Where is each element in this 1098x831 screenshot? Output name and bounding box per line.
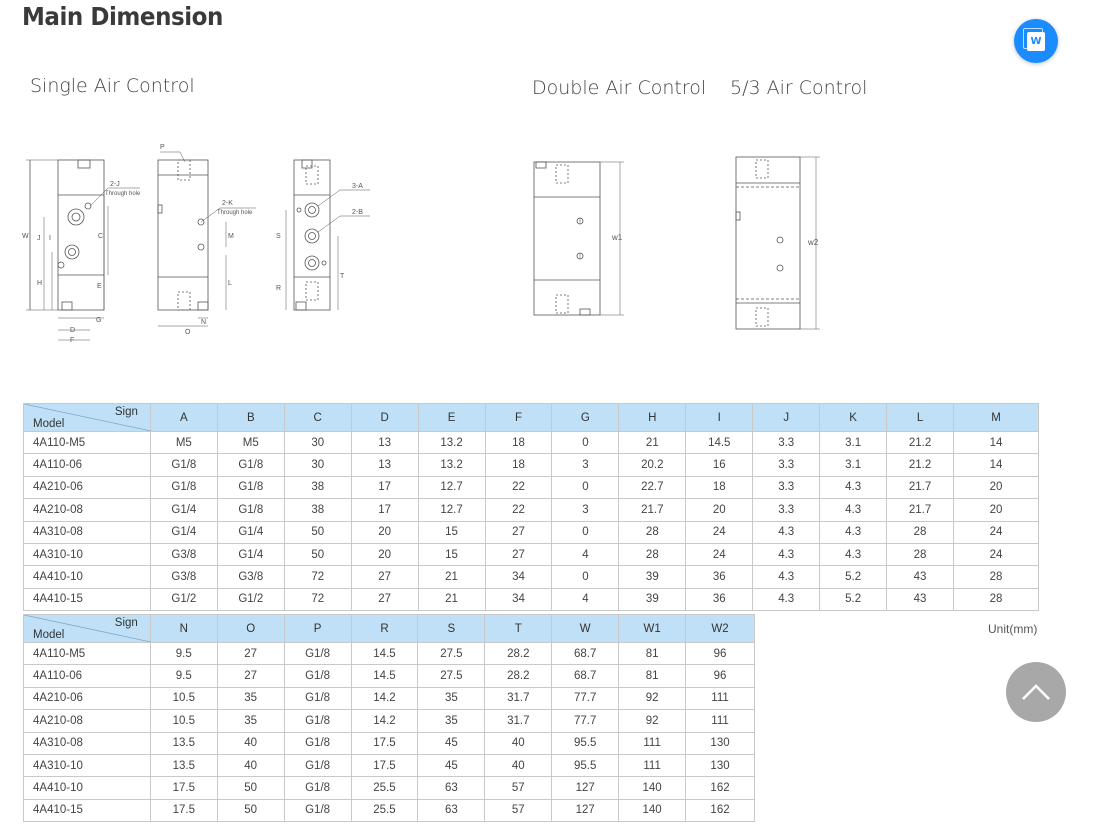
value-cell: 140 <box>619 799 686 821</box>
value-cell: 20 <box>954 476 1039 498</box>
dim-d-label: D <box>70 327 76 334</box>
port-2j-label: 2-J <box>110 181 120 188</box>
value-cell: 22.7 <box>619 476 686 498</box>
value-cell: G1/8 <box>284 687 351 709</box>
value-cell: G1/8 <box>217 454 284 476</box>
value-cell: 50 <box>217 777 284 799</box>
value-cell: 3 <box>552 499 619 521</box>
value-cell: 50 <box>284 543 351 565</box>
value-cell: 4.3 <box>820 543 887 565</box>
value-cell: 50 <box>217 799 284 821</box>
value-cell: 28.2 <box>485 643 552 665</box>
value-cell: G1/8 <box>284 643 351 665</box>
through-hole-label-1: Through hole <box>105 191 141 197</box>
table-2-header-o: O <box>217 615 284 643</box>
value-cell: 50 <box>284 521 351 543</box>
corner-model-label: Model <box>33 418 65 430</box>
value-cell: 35 <box>217 687 284 709</box>
value-cell: 31.7 <box>485 710 552 732</box>
table-row <box>24 499 1039 521</box>
value-cell: 14.2 <box>351 687 418 709</box>
value-cell: 28 <box>619 543 686 565</box>
value-cell: 40 <box>485 754 552 776</box>
value-cell: G1/4 <box>150 521 217 543</box>
table-row <box>24 521 1039 543</box>
value-cell: 130 <box>686 754 755 776</box>
dim-s-label: S <box>276 233 281 240</box>
table-1-header-j: J <box>753 404 820 432</box>
table-row <box>24 643 755 665</box>
value-cell: 14.5 <box>351 665 418 687</box>
dim-e-label: E <box>97 283 102 290</box>
value-cell: G1/8 <box>217 499 284 521</box>
dim-i-label: I <box>49 235 51 242</box>
value-cell: 24 <box>686 543 753 565</box>
valve-dimension-drawings <box>0 130 1098 350</box>
table-row <box>24 566 1039 588</box>
value-cell: 21.2 <box>887 454 954 476</box>
value-cell: 31.7 <box>485 687 552 709</box>
model-cell: 4A210-08 <box>24 499 151 521</box>
value-cell: 72 <box>284 566 351 588</box>
table-1-header-h: H <box>619 404 686 432</box>
value-cell: G1/8 <box>284 710 351 732</box>
chevron-up-icon <box>1021 683 1051 701</box>
table-1-header-a: A <box>150 404 217 432</box>
value-cell: 30 <box>284 454 351 476</box>
value-cell: 4 <box>552 543 619 565</box>
table-1-header-g: G <box>552 404 619 432</box>
model-cell: 4A410-10 <box>24 566 151 588</box>
value-cell: G3/8 <box>217 566 284 588</box>
value-cell: 34 <box>485 566 552 588</box>
value-cell: 63 <box>418 799 485 821</box>
value-cell: 27 <box>485 543 552 565</box>
value-cell: 4.3 <box>753 521 820 543</box>
through-hole-label-2: Through hole <box>217 210 253 216</box>
model-cell: 4A210-06 <box>24 476 151 498</box>
dim-h-label: H <box>37 280 43 287</box>
table-1-header-e: E <box>418 404 485 432</box>
value-cell: 5.2 <box>820 588 887 610</box>
value-cell: 20 <box>351 521 418 543</box>
table-row <box>24 754 755 776</box>
dim-w1-label: w1 <box>612 233 623 242</box>
value-cell: 25.5 <box>351 777 418 799</box>
value-cell: 15 <box>418 543 485 565</box>
table-2-header-p: P <box>284 615 351 643</box>
table-1-header-m: M <box>954 404 1039 432</box>
port-3a-label: 3-A <box>352 183 363 190</box>
value-cell: 36 <box>686 588 753 610</box>
value-cell: 38 <box>284 499 351 521</box>
table-row <box>24 732 755 754</box>
dimension-table-2 <box>23 614 755 822</box>
dim-p-label: P <box>160 144 165 151</box>
value-cell: 17.5 <box>150 799 217 821</box>
value-cell: 35 <box>418 710 485 732</box>
value-cell: 57 <box>485 777 552 799</box>
value-cell: 72 <box>284 588 351 610</box>
value-cell: 27 <box>351 588 418 610</box>
port-2k-label: 2-K <box>222 200 233 207</box>
value-cell: 27 <box>217 643 284 665</box>
value-cell: G3/8 <box>150 543 217 565</box>
value-cell: 21.2 <box>887 432 954 454</box>
value-cell: 21 <box>418 588 485 610</box>
value-cell: G3/8 <box>150 566 217 588</box>
value-cell: 9.5 <box>150 643 217 665</box>
value-cell: 3.3 <box>753 499 820 521</box>
value-cell: 3 <box>552 454 619 476</box>
value-cell: G1/8 <box>284 732 351 754</box>
value-cell: G1/8 <box>150 476 217 498</box>
table-2-body <box>24 643 755 822</box>
value-cell: 21.7 <box>887 476 954 498</box>
section-double-label: Double Air Control <box>532 77 707 99</box>
value-cell: G1/8 <box>284 754 351 776</box>
value-cell: 22 <box>485 499 552 521</box>
value-cell: 10.5 <box>150 710 217 732</box>
value-cell: 92 <box>619 687 686 709</box>
model-cell: 4A110-06 <box>24 665 151 687</box>
value-cell: 17.5 <box>150 777 217 799</box>
table-2-header-w1: W1 <box>619 615 686 643</box>
value-cell: 81 <box>619 665 686 687</box>
value-cell: 3.3 <box>753 454 820 476</box>
value-cell: 5.2 <box>820 566 887 588</box>
table-row <box>24 777 755 799</box>
value-cell: 30 <box>284 432 351 454</box>
value-cell: 40 <box>217 732 284 754</box>
value-cell: G1/8 <box>217 476 284 498</box>
value-cell: 17.5 <box>351 754 418 776</box>
value-cell: 14.5 <box>686 432 753 454</box>
dim-f-label: F <box>70 337 75 344</box>
table-row <box>24 543 1039 565</box>
value-cell: 20.2 <box>619 454 686 476</box>
table-row <box>24 710 755 732</box>
value-cell: G1/2 <box>217 588 284 610</box>
double-air-control-view <box>534 162 624 315</box>
model-cell: 4A110-M5 <box>24 432 151 454</box>
table-2-header-t: T <box>485 615 552 643</box>
value-cell: 13 <box>351 454 418 476</box>
value-cell: 4.3 <box>753 543 820 565</box>
value-cell: 15 <box>418 521 485 543</box>
value-cell: 21.7 <box>887 499 954 521</box>
single-back-view <box>276 160 370 310</box>
dim-j-label: J <box>37 235 41 242</box>
table-2-header-row <box>24 615 755 643</box>
model-cell: 4A310-10 <box>24 754 151 776</box>
value-cell: 4.3 <box>820 499 887 521</box>
table-1-header-row <box>24 404 1039 432</box>
value-cell: 27 <box>217 665 284 687</box>
single-front-view <box>22 160 141 344</box>
value-cell: 25.5 <box>351 799 418 821</box>
corner-sign-label: Sign <box>114 406 138 418</box>
value-cell: 57 <box>485 799 552 821</box>
value-cell: 24 <box>686 521 753 543</box>
value-cell: 40 <box>217 754 284 776</box>
dimension-table-1 <box>23 403 1039 611</box>
value-cell: 96 <box>686 665 755 687</box>
table-2-header-w2: W2 <box>686 615 755 643</box>
value-cell: 35 <box>418 687 485 709</box>
value-cell: 27 <box>351 566 418 588</box>
value-cell: 95.5 <box>552 732 619 754</box>
five-three-air-control-view <box>736 157 820 329</box>
value-cell: G1/8 <box>150 454 217 476</box>
value-cell: 34 <box>485 588 552 610</box>
value-cell: 4.3 <box>820 476 887 498</box>
table-row <box>24 799 755 821</box>
table-1-body <box>24 432 1039 611</box>
dim-m-label: M <box>228 233 234 240</box>
port-2b-label: 2-B <box>352 209 363 216</box>
value-cell: 13.5 <box>150 754 217 776</box>
value-cell: 20 <box>954 499 1039 521</box>
value-cell: 12.7 <box>418 499 485 521</box>
value-cell: 14 <box>954 432 1039 454</box>
value-cell: 127 <box>552 799 619 821</box>
table-2-corner-cell <box>24 615 151 643</box>
value-cell: G1/8 <box>284 777 351 799</box>
value-cell: 24 <box>954 543 1039 565</box>
dim-c-label: C <box>98 233 104 240</box>
value-cell: G1/8 <box>284 665 351 687</box>
value-cell: 21 <box>418 566 485 588</box>
value-cell: G1/4 <box>150 499 217 521</box>
value-cell: 28.2 <box>485 665 552 687</box>
value-cell: 28 <box>954 566 1039 588</box>
value-cell: 21 <box>619 432 686 454</box>
table-1-header-b: B <box>217 404 284 432</box>
value-cell: 45 <box>418 732 485 754</box>
value-cell: 96 <box>686 643 755 665</box>
value-cell: G1/4 <box>217 521 284 543</box>
value-cell: 4.3 <box>753 566 820 588</box>
value-cell: 14.5 <box>351 643 418 665</box>
value-cell: 111 <box>686 687 755 709</box>
word-document-icon: W <box>1027 32 1045 51</box>
dim-w2-label: w2 <box>808 238 819 247</box>
table-row <box>24 687 755 709</box>
value-cell: 140 <box>619 777 686 799</box>
value-cell: 20 <box>686 499 753 521</box>
dim-o-label: O <box>185 329 191 336</box>
model-cell: 4A110-M5 <box>24 643 151 665</box>
value-cell: G1/8 <box>284 799 351 821</box>
value-cell: 13 <box>351 432 418 454</box>
value-cell: 43 <box>887 566 954 588</box>
table-row <box>24 588 1039 610</box>
unit-label: Unit(mm) <box>988 622 1038 636</box>
value-cell: 22 <box>485 476 552 498</box>
table-2-header-w: W <box>552 615 619 643</box>
value-cell: 39 <box>619 566 686 588</box>
model-cell: 4A310-08 <box>24 521 151 543</box>
value-cell: 68.7 <box>552 643 619 665</box>
value-cell: 4 <box>552 588 619 610</box>
value-cell: M5 <box>150 432 217 454</box>
value-cell: 111 <box>619 732 686 754</box>
value-cell: 40 <box>485 732 552 754</box>
table-1-header-i: I <box>686 404 753 432</box>
value-cell: 20 <box>351 543 418 565</box>
value-cell: 27 <box>485 521 552 543</box>
value-cell: 3.3 <box>753 476 820 498</box>
model-cell: 4A210-06 <box>24 687 151 709</box>
model-cell: 4A110-06 <box>24 454 151 476</box>
value-cell: 10.5 <box>150 687 217 709</box>
word-export-button[interactable] <box>1014 19 1058 63</box>
model-cell: 4A310-08 <box>24 732 151 754</box>
value-cell: 81 <box>619 643 686 665</box>
value-cell: 14.2 <box>351 710 418 732</box>
value-cell: M5 <box>217 432 284 454</box>
value-cell: 28 <box>954 588 1039 610</box>
table-1-header-k: K <box>820 404 887 432</box>
value-cell: 38 <box>284 476 351 498</box>
model-cell: 4A310-10 <box>24 543 151 565</box>
model-cell: 4A410-10 <box>24 777 151 799</box>
dim-w-label: W <box>22 233 29 240</box>
table-2-header-r: R <box>351 615 418 643</box>
value-cell: 111 <box>686 710 755 732</box>
value-cell: 17 <box>351 499 418 521</box>
dim-g-label: G <box>96 317 102 324</box>
model-cell: 4A410-15 <box>24 588 151 610</box>
dim-t-label: T <box>340 273 345 280</box>
value-cell: 28 <box>887 543 954 565</box>
value-cell: 127 <box>552 777 619 799</box>
value-cell: 39 <box>619 588 686 610</box>
value-cell: 18 <box>485 454 552 476</box>
table-row <box>24 432 1039 454</box>
value-cell: 130 <box>686 732 755 754</box>
table-2-header-s: S <box>418 615 485 643</box>
value-cell: 77.7 <box>552 687 619 709</box>
value-cell: G1/2 <box>150 588 217 610</box>
value-cell: 27.5 <box>418 643 485 665</box>
value-cell: 63 <box>418 777 485 799</box>
value-cell: 24 <box>954 521 1039 543</box>
value-cell: 27.5 <box>418 665 485 687</box>
value-cell: 68.7 <box>552 665 619 687</box>
single-side-view <box>158 144 256 336</box>
table-row <box>24 476 1039 498</box>
scroll-to-top-button[interactable] <box>1006 662 1066 722</box>
value-cell: 17 <box>351 476 418 498</box>
table-row <box>24 454 1039 476</box>
corner-sign-label: Sign <box>114 617 138 629</box>
value-cell: 21.7 <box>619 499 686 521</box>
value-cell: 35 <box>217 710 284 732</box>
table-2-header-n: N <box>150 615 217 643</box>
corner-model-label: Model <box>33 629 65 641</box>
value-cell: 18 <box>686 476 753 498</box>
value-cell: 162 <box>686 799 755 821</box>
value-cell: 0 <box>552 476 619 498</box>
value-cell: 162 <box>686 777 755 799</box>
value-cell: 12.7 <box>418 476 485 498</box>
value-cell: 111 <box>619 754 686 776</box>
table-1-header-l: L <box>887 404 954 432</box>
value-cell: 92 <box>619 710 686 732</box>
value-cell: 9.5 <box>150 665 217 687</box>
value-cell: 13.2 <box>418 432 485 454</box>
section-five-three-label: 5/3 Air Control <box>730 77 868 99</box>
model-cell: 4A410-15 <box>24 799 151 821</box>
value-cell: 77.7 <box>552 710 619 732</box>
value-cell: 36 <box>686 566 753 588</box>
value-cell: 14 <box>954 454 1039 476</box>
table-1-corner-cell <box>24 404 151 432</box>
value-cell: 28 <box>619 521 686 543</box>
value-cell: 17.5 <box>351 732 418 754</box>
value-cell: 45 <box>418 754 485 776</box>
model-cell: 4A210-08 <box>24 710 151 732</box>
value-cell: 13.5 <box>150 732 217 754</box>
value-cell: 28 <box>887 521 954 543</box>
table-row <box>24 665 755 687</box>
table-1-header-c: C <box>284 404 351 432</box>
value-cell: 13.2 <box>418 454 485 476</box>
value-cell: 95.5 <box>552 754 619 776</box>
value-cell: 3.3 <box>753 432 820 454</box>
dim-n-label: N <box>201 319 207 326</box>
value-cell: 0 <box>552 432 619 454</box>
table-1-header-d: D <box>351 404 418 432</box>
value-cell: 16 <box>686 454 753 476</box>
value-cell: 4.3 <box>753 588 820 610</box>
dim-l-label: L <box>228 280 232 287</box>
value-cell: 0 <box>552 521 619 543</box>
value-cell: 3.1 <box>820 454 887 476</box>
value-cell: 4.3 <box>820 521 887 543</box>
value-cell: 0 <box>552 566 619 588</box>
page-title: Main Dimension <box>22 2 223 31</box>
value-cell: 18 <box>485 432 552 454</box>
section-single-label: Single Air Control <box>30 75 195 97</box>
value-cell: G1/4 <box>217 543 284 565</box>
table-1-header-f: F <box>485 404 552 432</box>
value-cell: 43 <box>887 588 954 610</box>
dim-r-label: R <box>276 285 282 292</box>
value-cell: 3.1 <box>820 432 887 454</box>
